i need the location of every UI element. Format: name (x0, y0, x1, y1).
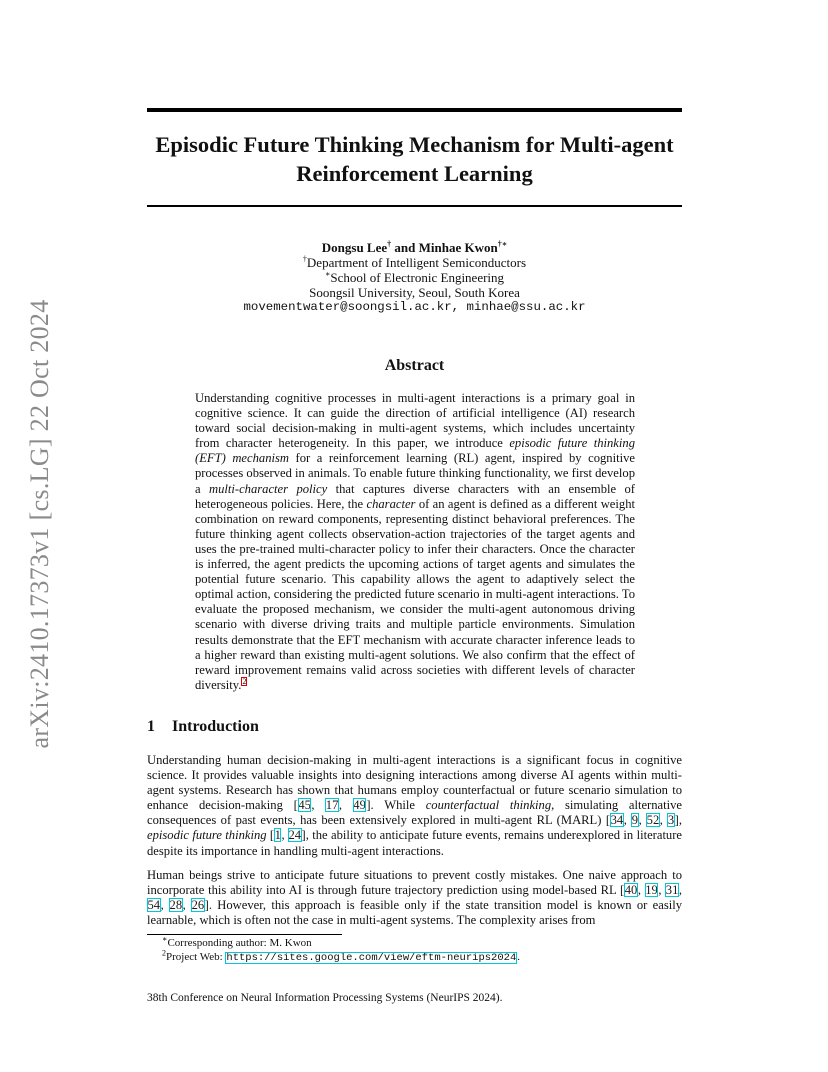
citation-link[interactable]: 1 (274, 828, 281, 843)
citation-link[interactable]: 19 (645, 882, 658, 897)
footnote-1: ∗Corresponding author: M. Kwon (162, 934, 312, 949)
intro-paragraph-2: Human beings strive to anticipate future situations to prevent costly mistakes. One naive approach to incorporate this ability into AI is through future trajectory prediction using model-based RL [40, 19, 31, 54, 28, 26]. However, this approach is feasible only if the state transition model is known or easily learnable, which is often not the case in multi-agent systems. The complexity arises from (147, 867, 683, 927)
author-conj: and (391, 240, 419, 255)
paper-title (147, 130, 682, 188)
introduction-body (147, 753, 682, 937)
title-line-2: Reinforcement Learning (296, 161, 533, 186)
abstract-heading: Abstract (384, 357, 445, 374)
author-emails: movementwater@soongsil.ac.kr, minhae@ssu.ac.kr (243, 300, 586, 314)
citation-link[interactable]: 26 (191, 897, 205, 912)
title-line-1: Episodic Future Thinking Mechanism for Multi-agent (155, 132, 674, 157)
footnote-2: $^2$Project Web: https://sites.google.com/view/eftm-neurips2024. (162, 948, 521, 964)
citation-link[interactable]: 28 (169, 897, 183, 912)
conference-note: 38th Conference on Neural Information Processing Systems (NeurIPS 2024). (147, 992, 503, 1004)
citation-link[interactable]: 31 (665, 882, 679, 897)
section-title: Introduction (172, 718, 259, 735)
author-2-mark: †∗ (497, 239, 508, 249)
affiliation-dept: †Department of Intelligent Semiconductors (302, 254, 527, 270)
author-1: Dongsu Lee (321, 240, 388, 255)
arxiv-stamp (20, 288, 60, 760)
section-number: 1 (147, 718, 155, 735)
citation-link[interactable]: 54 (147, 897, 161, 912)
title-rule-bottom (147, 205, 682, 207)
citation-group: 1, 24 (274, 828, 302, 843)
arxiv-stamp-text: arXiv:2410.17373v1 [cs.LG] 22 Oct 2024 (25, 299, 54, 749)
citation-link[interactable]: 17 (325, 798, 339, 813)
footnotes (147, 936, 682, 965)
citation-group: 40, 19, 31, 54, 28, 26 (147, 882, 683, 912)
citation-group: 34, 9, 52, 3 (610, 813, 675, 828)
title-rule-top (147, 108, 682, 112)
citation-link[interactable]: 49 (353, 798, 366, 813)
author-1-mark: † (387, 239, 392, 249)
author-2: Minhae Kwon (418, 240, 498, 255)
affiliation-university: Soongsil University, Seoul, South Korea (309, 285, 520, 300)
citation-link[interactable]: 9 (631, 813, 639, 828)
citation-link[interactable]: 40 (624, 882, 638, 897)
affiliation-school: ∗School of Electronic Engineering (324, 269, 505, 285)
project-web-link[interactable]: https://sites.google.com/view/eftm-neurips2024 (226, 952, 517, 964)
citation-link[interactable]: 45 (298, 798, 311, 813)
citation-link[interactable]: 3 (667, 813, 675, 828)
citation-link[interactable]: 52 (646, 813, 660, 828)
author-block (147, 240, 682, 315)
footnote-link-2[interactable]: 2 (242, 676, 247, 686)
author-names (147, 240, 682, 255)
section-heading-introduction (147, 718, 259, 736)
abstract-body: Understanding cognitive processes in multi-agent interactions is a primary goal in cognitive science. It can guide the direction of artificial intelligence (AI) research toward social decision-making in multi-agent systems, which includes uncertainty from character heterogeneity. In this paper, we introduce episodic future thinking (EFT) mechanism for a reinforcement learning (RL) agent, inspired by cognitive processes observed in animals. To enable future thinking functionality, we first develop a multi-character policy that captures diverse characters with an ensemble of heterogeneous policies. Here, the character of an agent is defined as a different weight combination on reward components, representing distinct behavioral preferences. The future thinking agent collects observation-action trajectories of the target agents and uses the pre-trained multi-character policy to infer their characters. Once the character is inferred, the agent predicts the upcoming actions of target agents and simulates the potential future scenario. This capability allows the agent to adaptively select the optimal action, considering the predicted future scenario in multi-agent interactions. To evaluate the proposed mechanism, we consider the multi-agent autonomous driving scenario with diverse driving traits and multiple particle environments. Simulation results demonstrate that the EFT mechanism with accurate character inference leads to a higher reward than existing multi-agent solutions. We also confirm that the effect of reward improvement remains valid across societies with different levels of character diversity.$^2$ (195, 391, 635, 692)
citation-link[interactable]: 34 (610, 813, 624, 828)
footnote-rule (147, 934, 342, 935)
citation-link[interactable]: 24 (288, 828, 302, 843)
citation-group: 45, 17, 49 (298, 798, 366, 813)
intro-paragraph-1: Understanding human decision-making in multi-agent interactions is a significant focus in cognitive science. It provides valuable insights into designing interactions among diverse AI agents within multi-agent systems. Research has shown that humans employ counterfactual or future scenario simulation to enhance decision-making [45, 17, 49]. While counterfactual thinking, simulating alternative consequences of past events, has been extensively explored in multi-agent RL (MARL) [34, 9, 52, 3], episodic future thinking [1, 24], the ability to anticipate future events, remains underexplored in literature despite its importance in handling multi-agent interactions. (147, 753, 683, 858)
